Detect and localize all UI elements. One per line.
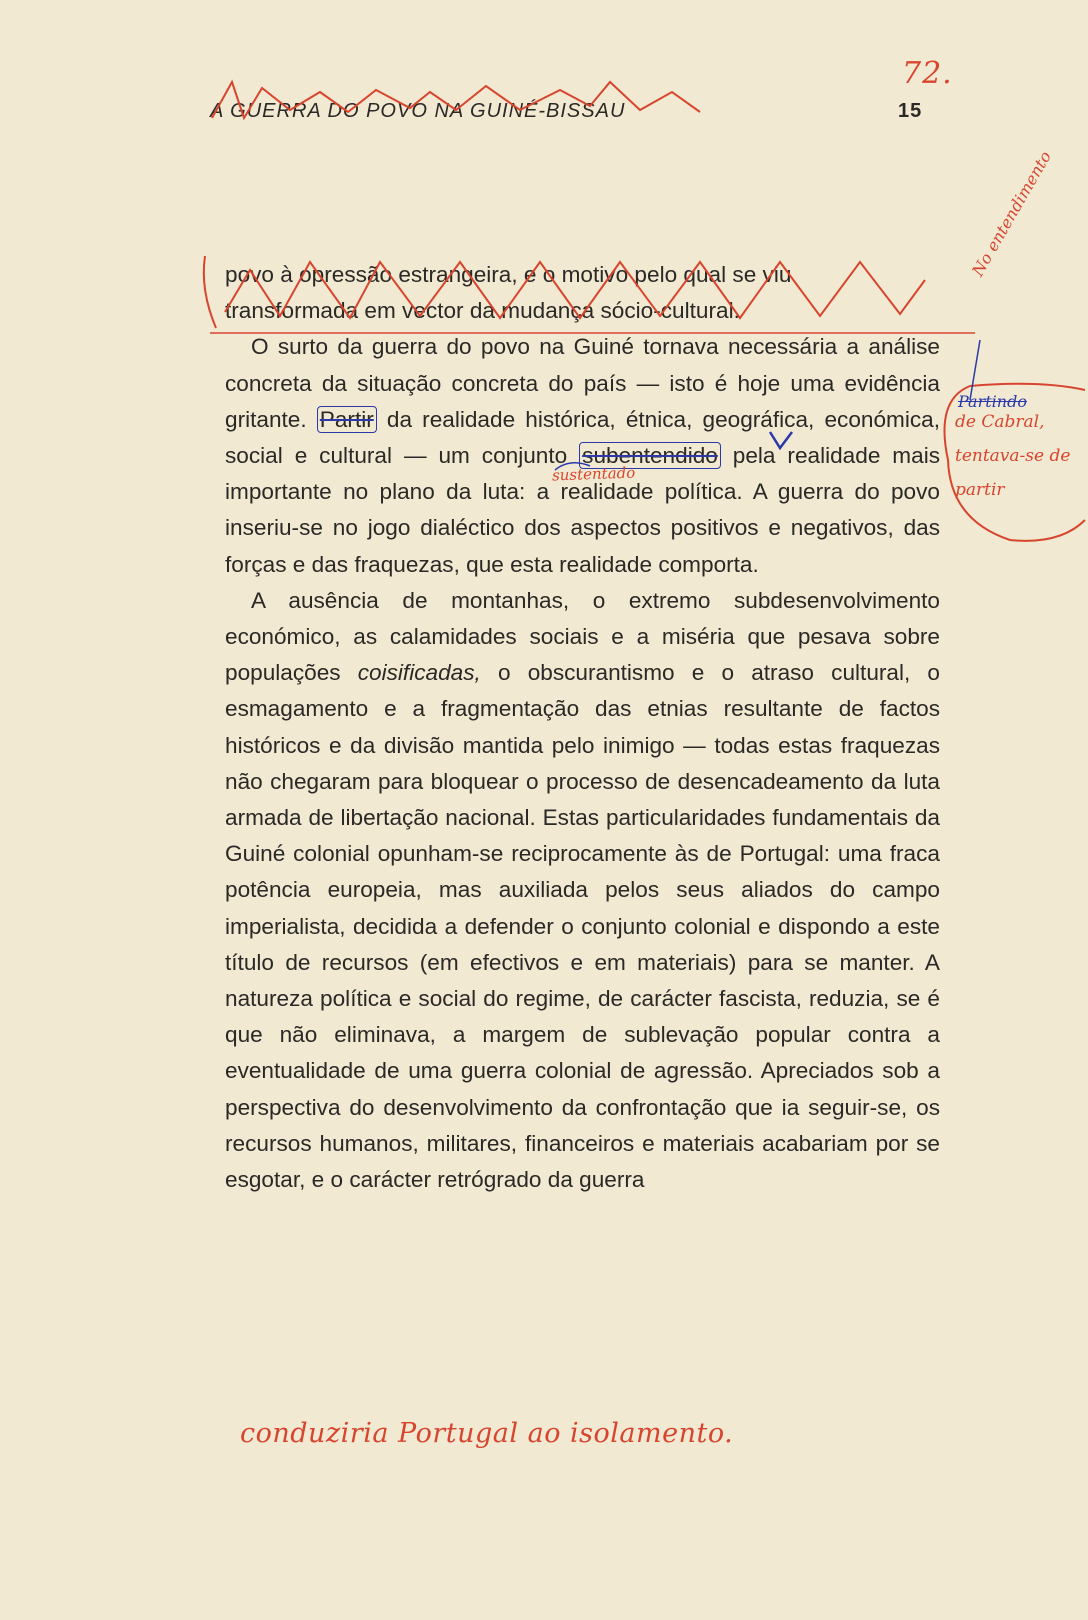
- paragraph-2: [225, 583, 940, 1198]
- handwritten-page-number: 72.: [902, 56, 953, 91]
- margin-bracket-top: [970, 384, 1085, 390]
- handwritten-bottom-line: conduziria Portugal ao isolamento.: [240, 1418, 734, 1449]
- body-text: [225, 257, 940, 1198]
- boxed-word: subentendido: [579, 442, 721, 469]
- margin-note-line-2: tentava-se de: [955, 446, 1071, 466]
- struck-line-1: povo à opressão estrangeira, e o motivo pelo qual se viu: [225, 262, 792, 287]
- paragraph-2-end: o obscurantismo e o atraso cultural, o esmagamento e a fragmentação das etnias resultante de factos históricos e da divisão mantida pelo inimigo — todas estas fraquezas não chegaram para bloquear o processo de desencadeamento da luta armada de libertação nacional. Estas particularidades fundamentais da Guiné colonial opunham-se reciprocamente às de Portugal: uma fraca potência europeia, mas auxiliada pelos seus aliados do campo imperialista, decidida a defender o conjunto colonial e dispondo a este título de recursos (em efectivos e em materiais) para se manter. A natureza política e social do regime, de carácter fascista, reduzia, se é que não eliminava, a margem de sublevação popular contra a eventualidade de uma guerra colonial de agressão. Apreciados sob a perspectiva do desenvolvimento da confrontação que ia seguir-se, os recursos humanos, militares, financeiros e materiais acabariam por se esgotar, e o carácter retrógrado da guerra: [225, 660, 940, 1193]
- struck-word: Partir: [317, 406, 377, 433]
- paragraph-1-middle: da realidade histórica, étnica, geográfica, económica, social e cultural — um conjunto: [225, 406, 940, 469]
- running-head: [210, 56, 970, 132]
- margin-note: [955, 405, 1081, 507]
- margin-connector: [970, 340, 980, 400]
- margin-note-line-3: partir: [955, 480, 1005, 500]
- running-title: A GUERRA DO POVO NA GUINÉ-BISSAU: [210, 100, 626, 122]
- paragraph-1-end: pela realidade mais importante no plano da luta: a realidade política. A guerra do povo inseriu-se no jogo dialéctico dos aspectos positivos e negativos, das forças e das fraquezas, que esta realidade comporta.: [225, 443, 941, 577]
- struck-line-2: transformada em vector da mudança sócio-cultural.: [225, 298, 740, 324]
- italic-word: coisificadas,: [357, 660, 481, 686]
- inserted-handwritten-word: sustentado: [551, 463, 636, 485]
- paragraph-1-start: O surto da guerra do povo na Guiné tornava necessária a análise concreta da situação concreta do país — isto é hoje uma evidência gritante.: [225, 334, 940, 432]
- paragraph-1: [225, 329, 940, 582]
- margin-note-line-1: de Cabral,: [955, 412, 1045, 432]
- paragraph-2-start: A ausência de montanhas, o extremo subdesenvolvimento económico, as calamidades sociais e a miséria que pesava sobre populações: [225, 587, 940, 686]
- page-number: 15: [898, 100, 923, 122]
- margin-struck-word: Partindo: [958, 392, 1027, 411]
- left-bracket: [204, 256, 216, 328]
- margin-top-note: No entendimento: [968, 147, 1055, 280]
